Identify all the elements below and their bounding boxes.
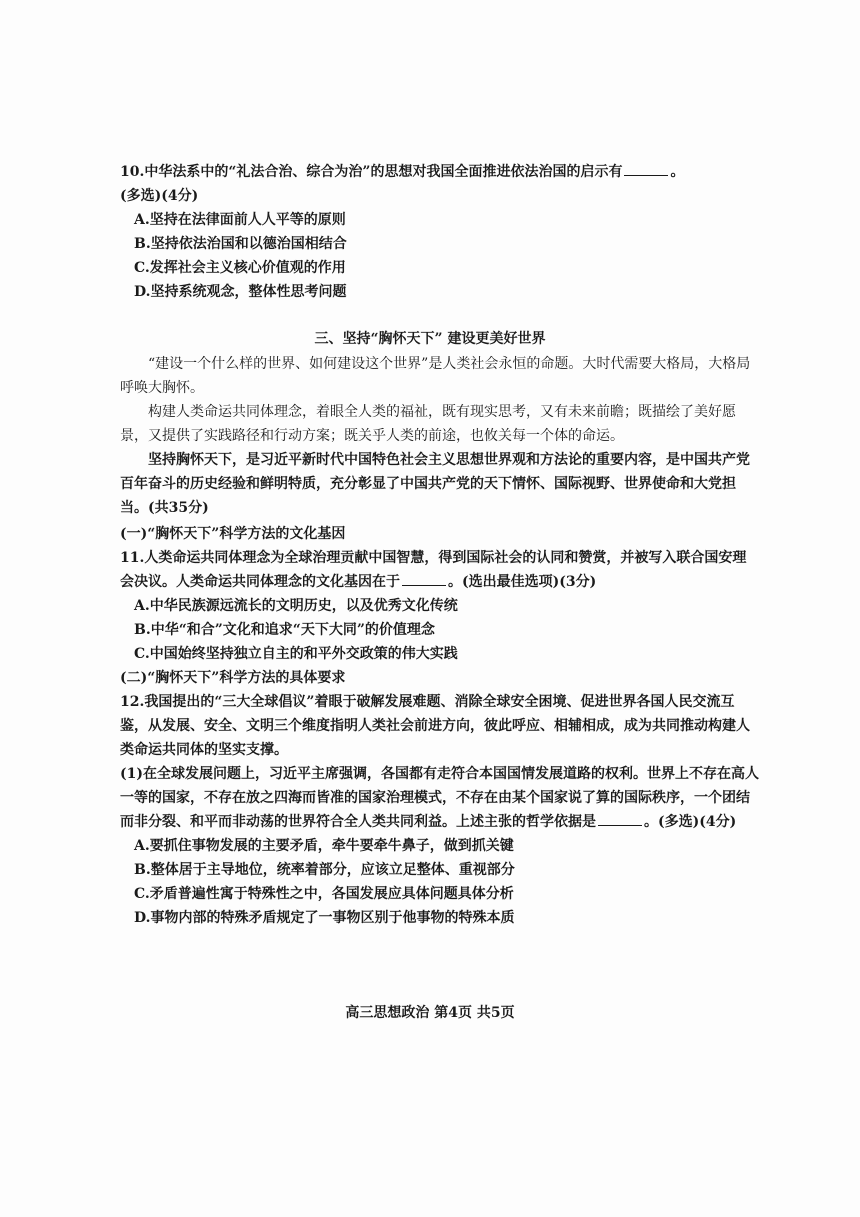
q12-1-stem: (1)在全球发展问题上，习近平主席强调，各国都有走符合本国国情发展道路的权利。世界上不存在高人一等的国家，不存在放之四海而皆准的国家治理模式，不存在由某个国家说了算的国际秩序，一个团结而非分裂、和平而非动荡的世界符合全人类共同利益。上述主张的哲学依据是 。(多选)(4分) [120, 766, 759, 830]
q10-option-d: D.坚持系统观念，整体性思考问题 [134, 284, 347, 300]
q11-option-b: B.中华“和合”文化和追求“天下大同”的价值理念 [134, 622, 435, 638]
q11-stem: 11.人类命运共同体理念为全球治理贡献中国智慧，得到国际社会的认同和赞赏，并被写入联合国安理会决议。人类命运共同体理念的文化基因在于 。(选出最佳选项)(3分) [120, 550, 747, 590]
q12-option-d: D.事物内部的特殊矛盾规定了一事物区别于他事物的特殊本质 [134, 910, 515, 926]
q11-option-c: C.中国始终坚持独立自主的和平外交政策的伟大实践 [134, 646, 458, 662]
q10-option-c: C.发挥社会主义核心价值观的作用 [134, 260, 346, 276]
q12-option-b: B.整体居于主导地位，统率着部分，应该立足整体、重视部分 [134, 862, 515, 878]
section-3-intro [120, 352, 760, 520]
q10-option-a: A.坚持在法律面前人人平等的原则 [134, 212, 346, 228]
answer-blank [598, 811, 642, 826]
q10-option-b: B.坚持依法治国和以德治国相结合 [134, 236, 347, 252]
intro-paragraph-2: 构建人类命运共同体理念，着眼全人类的福祉，既有现实思考，又有未来前瞻；既描绘了美好愿景，又提供了实践路径和行动方案；既关乎人类的前途，也攸关每一个体的命运。 [120, 404, 736, 444]
intro-paragraph-3: 坚持胸怀天下，是习近平新时代中国特色社会主义思想世界观和方法论的重要内容，是中国共产党百年奋斗的历史经验和鲜明特质，充分彰显了中国共产党的天下情怀、国际视野、世界使命和大党担当。(共35分) [120, 452, 750, 516]
subsection-2-heading: (二)“胸怀天下”科学方法的具体要求 [120, 670, 346, 686]
subsection-2 [120, 666, 760, 930]
subsection-1-heading: (一)“胸怀天下”科学方法的文化基因 [120, 526, 346, 542]
q11-option-a: A.中华民族源远流长的文明历史，以及优秀文化传统 [134, 598, 458, 614]
q10-note: (多选)(4分) [120, 188, 199, 204]
q12-intro: 12.我国提出的“三大全球倡议”着眼于破解发展难题、消除全球安全困境、促进世界各国人民交流互鉴，从发展、安全、文明三个维度指明人类社会前进方向，彼此呼应、相辅相成，成为共同推动构建人类命运共同体的坚实支撑。 [120, 694, 750, 758]
page-footer: 高三思想政治 第4页 共5页 [345, 1005, 515, 1021]
q10-stem: 10.中华法系中的“礼法合治、综合为治”的思想对我国全面推进依法治国的启示有 。 [120, 160, 760, 184]
question-10 [120, 160, 760, 304]
q12-option-c: C.矛盾普遍性寓于特殊性之中，各国发展应具体问题具体分析 [134, 886, 514, 902]
answer-blank [624, 161, 668, 176]
subsection-1 [120, 522, 760, 666]
section-3-title: 三、坚持“胸怀天下” 建设更美好世界 [314, 331, 546, 347]
intro-paragraph-1: “建设一个什么样的世界、如何建设这个世界”是人类社会永恒的命题。大时代需要大格局，大格局呼唤大胸怀。 [120, 356, 751, 396]
answer-blank [402, 571, 446, 586]
q12-option-a: A.要抓住事物发展的主要矛盾，牵牛要牵牛鼻子，做到抓关键 [134, 838, 514, 854]
